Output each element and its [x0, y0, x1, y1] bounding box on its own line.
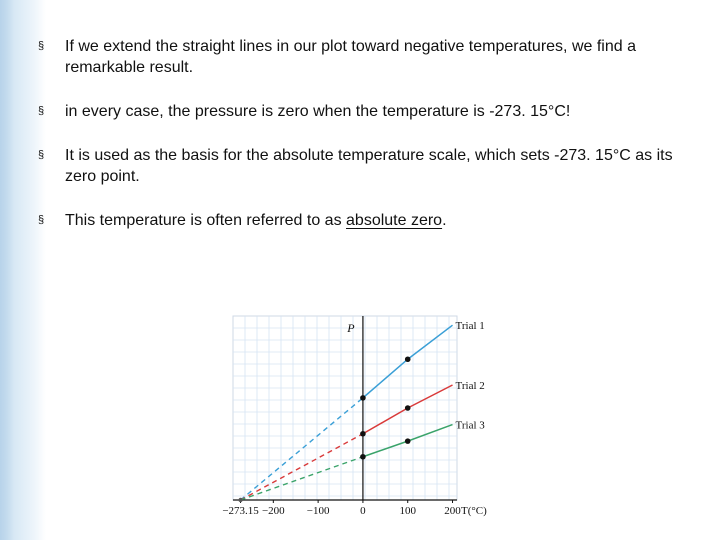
bullet-item	[38, 210, 708, 231]
absolute-zero-point	[238, 498, 242, 502]
y-axis-label: P	[347, 321, 355, 335]
series-label: Trial 1	[455, 320, 485, 333]
data-point	[360, 431, 366, 437]
data-point	[360, 454, 366, 460]
bullet-marker: §	[38, 149, 45, 161]
x-tick-label: −100	[306, 505, 330, 517]
x-tick-label: 0	[360, 505, 366, 517]
data-point	[405, 438, 411, 444]
x-axis-label: T(°C)	[461, 505, 487, 517]
series-label: Trial 2	[455, 380, 485, 392]
bullet-text: It is used as the basis for the absolute temperature scale, which sets -273. 15°C as its zero point.	[65, 147, 673, 185]
bullet-item	[38, 101, 708, 122]
absolute-zero-term: absolute zero	[346, 212, 443, 229]
bullet-marker: §	[38, 214, 45, 226]
bullet-list	[38, 36, 708, 254]
series-label: Trial 3	[455, 419, 485, 432]
bullet-marker: §	[38, 105, 45, 117]
bullet-text: in every case, the pressure is zero when the temperature is -273. 15°C!	[65, 103, 571, 120]
data-point	[405, 356, 411, 362]
bullet-text: If we extend the straight lines in our plot toward negative temperatures, we find a remarkable result.	[65, 38, 636, 76]
bullet-marker: §	[38, 40, 45, 52]
data-point	[360, 395, 366, 401]
x-tick-label: 100	[399, 505, 416, 517]
chart-svg	[201, 304, 517, 522]
x-tick-label: −273.15	[222, 505, 259, 517]
pressure-temperature-chart	[201, 304, 517, 522]
x-tick-label: 200	[444, 505, 461, 517]
x-tick-label: −200	[261, 505, 285, 517]
bullet-item	[38, 145, 708, 187]
bullet-text-before: This temperature is often referred to as	[65, 212, 347, 229]
bullet-text-after: .	[442, 212, 447, 229]
data-point	[405, 405, 411, 411]
bullet-item	[38, 36, 708, 78]
